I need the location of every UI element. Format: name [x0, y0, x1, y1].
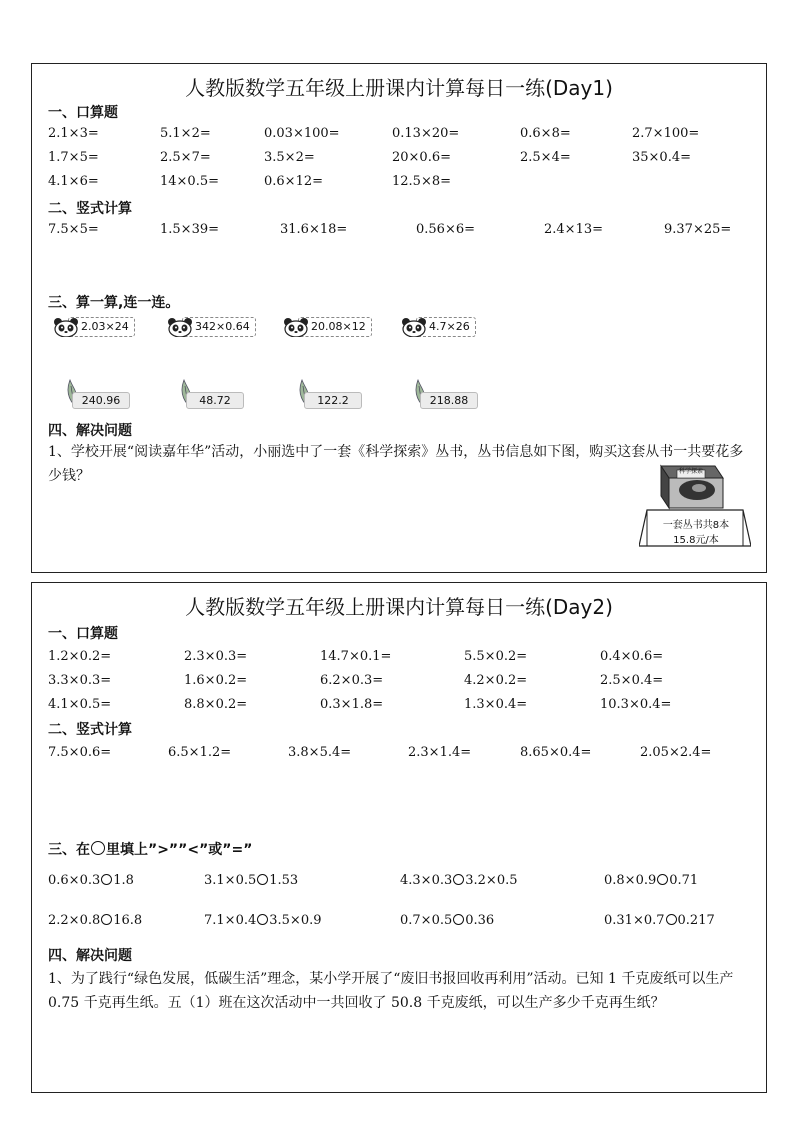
- section-heading-oral: 一、口算题: [48, 105, 118, 121]
- compare-right: 0.217: [677, 913, 715, 928]
- compare-right: 1.53: [269, 873, 299, 888]
- compare-circle[interactable]: [101, 874, 112, 885]
- compare-circle[interactable]: [453, 914, 464, 925]
- panda-icon: [52, 317, 80, 337]
- vertical-item: 9.37×25=: [664, 222, 732, 237]
- oral-item: 3.5×2=: [264, 150, 315, 165]
- section-heading-compare: [48, 839, 252, 859]
- compare-right: 0.36: [465, 913, 495, 928]
- oral-item: 4.1×6=: [48, 174, 99, 189]
- vertical-item: 6.5×1.2=: [168, 745, 232, 760]
- compare-item: [48, 873, 134, 888]
- panda-icon: [400, 317, 428, 337]
- oral-item: 0.13×20=: [392, 126, 460, 141]
- compare-left: 4.3×0.3: [400, 873, 453, 888]
- oral-item: 3.3×0.3=: [48, 673, 112, 688]
- answer-label: 240.96: [72, 392, 130, 409]
- oral-item: 2.1×3=: [48, 126, 99, 141]
- answer-card: [412, 378, 482, 410]
- oral-item: 35×0.4=: [632, 150, 692, 165]
- vertical-item: 2.05×2.4=: [640, 745, 712, 760]
- vertical-item: 8.65×0.4=: [520, 745, 592, 760]
- vertical-item: 3.8×5.4=: [288, 745, 352, 760]
- book-count-label: 一套丛书共8本: [662, 520, 730, 531]
- expression-label: 20.08×12: [298, 317, 372, 337]
- answer-label: 218.88: [420, 392, 478, 409]
- section-heading-part: 里填上”>””<”或”=”: [106, 842, 253, 858]
- oral-item: 2.7×100=: [632, 126, 700, 141]
- oral-item: 2.5×0.4=: [600, 673, 664, 688]
- answer-label: 48.72: [186, 392, 244, 409]
- compare-left: 7.1×0.4: [204, 913, 257, 928]
- oral-item: 2.5×7=: [160, 150, 211, 165]
- worksheet-day1: [31, 63, 767, 573]
- compare-item: [204, 913, 322, 928]
- expression-label: 342×0.64: [182, 317, 256, 337]
- compare-right: 0.71: [669, 873, 699, 888]
- answer-card: [296, 378, 366, 410]
- compare-circle[interactable]: [666, 914, 677, 925]
- book-illustration: [639, 464, 751, 548]
- oral-item: 12.5×8=: [392, 174, 452, 189]
- compare-circle[interactable]: [257, 874, 268, 885]
- word-problem: 1、学校开展“阅读嘉年华”活动，小丽选中了一套《科学探索》丛书，丛书信息如下图，购买这套从书一共要花多少钱？: [48, 444, 744, 484]
- oral-item: 1.6×0.2=: [184, 673, 248, 688]
- oral-item: 0.03×100=: [264, 126, 340, 141]
- compare-circle[interactable]: [101, 914, 112, 925]
- oral-item: 0.4×0.6=: [600, 649, 664, 664]
- compare-item: [400, 913, 494, 928]
- compare-right: 1.8: [113, 873, 134, 888]
- compare-left: 2.2×0.8: [48, 913, 101, 928]
- oral-item: 1.3×0.4=: [464, 697, 528, 712]
- compare-right: 3.2×0.5: [465, 873, 518, 888]
- oral-item: 20×0.6=: [392, 150, 452, 165]
- worksheet-day2: [31, 582, 767, 1093]
- oral-item: 2.3×0.3=: [184, 649, 248, 664]
- page-title: 人教版数学五年级上册课内计算每日一练(Day1): [185, 76, 613, 100]
- panda-icon: [282, 317, 310, 337]
- oral-item: 1.2×0.2=: [48, 649, 112, 664]
- compare-circle[interactable]: [453, 874, 464, 885]
- vertical-item: 31.6×18=: [280, 222, 348, 237]
- page-title: 人教版数学五年级上册课内计算每日一练(Day2): [185, 595, 613, 619]
- oral-item: 8.8×0.2=: [184, 697, 248, 712]
- answer-card: [178, 378, 248, 410]
- section-heading-part: 三、在: [48, 842, 90, 858]
- vertical-item: 2.4×13=: [544, 222, 604, 237]
- answer-card: [64, 378, 134, 410]
- compare-item: [604, 913, 715, 928]
- section-heading-vertical: 二、竖式计算: [48, 722, 132, 738]
- word-problem: 1、为了践行“绿色发展，低碳生活”理念，某小学开展了“废旧书报回收再利用”活动。已知 1 千克废纸可以生产 0.75 千克再生纸。五（1）班在这次活动中一共回收了 50.8 千克废纸，可以生产多少千克再生纸？: [48, 971, 734, 1011]
- section-heading-match: 三、算一算,连一连。: [48, 295, 180, 311]
- section-heading-oral: 一、口算题: [48, 626, 118, 642]
- oral-item: 0.6×12=: [264, 174, 324, 189]
- oral-item: 5.5×0.2=: [464, 649, 528, 664]
- oral-item: 0.6×8=: [520, 126, 571, 141]
- section-heading-vertical: 二、竖式计算: [48, 201, 132, 217]
- compare-left: 0.31×0.7: [604, 913, 665, 928]
- compare-right: 16.8: [113, 913, 143, 928]
- oral-item: 6.2×0.3=: [320, 673, 384, 688]
- expression-label: 2.03×24: [68, 317, 135, 337]
- compare-left: 0.8×0.9: [604, 873, 657, 888]
- vertical-item: 2.3×1.4=: [408, 745, 472, 760]
- compare-left: 3.1×0.5: [204, 873, 257, 888]
- circle-icon: [91, 841, 105, 855]
- compare-left: 0.6×0.3: [48, 873, 101, 888]
- vertical-item: 0.56×6=: [416, 222, 476, 237]
- compare-circle[interactable]: [257, 914, 268, 925]
- oral-item: 0.3×1.8=: [320, 697, 384, 712]
- section-heading-problem: 四、解决问题: [48, 948, 132, 964]
- oral-item: 14.7×0.1=: [320, 649, 392, 664]
- book-cover-title: 科学探索: [678, 468, 703, 475]
- compare-item: [48, 913, 142, 928]
- expression-label: 4.7×26: [416, 317, 476, 337]
- compare-item: [204, 873, 298, 888]
- oral-item: 14×0.5=: [160, 174, 220, 189]
- oral-item: 10.3×0.4=: [600, 697, 672, 712]
- oral-item: 4.1×0.5=: [48, 697, 112, 712]
- book-price-label: 15.8元/本: [673, 535, 719, 546]
- answer-label: 122.2: [304, 392, 362, 409]
- compare-right: 3.5×0.9: [269, 913, 322, 928]
- vertical-item: 7.5×5=: [48, 222, 99, 237]
- compare-item: [400, 873, 518, 888]
- vertical-item: 1.5×39=: [160, 222, 220, 237]
- compare-left: 0.7×0.5: [400, 913, 453, 928]
- compare-circle[interactable]: [657, 874, 668, 885]
- section-heading-problem: 四、解决问题: [48, 423, 132, 439]
- compare-item: [604, 873, 698, 888]
- vertical-item: 7.5×0.6=: [48, 745, 112, 760]
- panda-icon: [166, 317, 194, 337]
- oral-item: 2.5×4=: [520, 150, 571, 165]
- oral-item: 4.2×0.2=: [464, 673, 528, 688]
- oral-item: 5.1×2=: [160, 126, 211, 141]
- oral-item: 1.7×5=: [48, 150, 99, 165]
